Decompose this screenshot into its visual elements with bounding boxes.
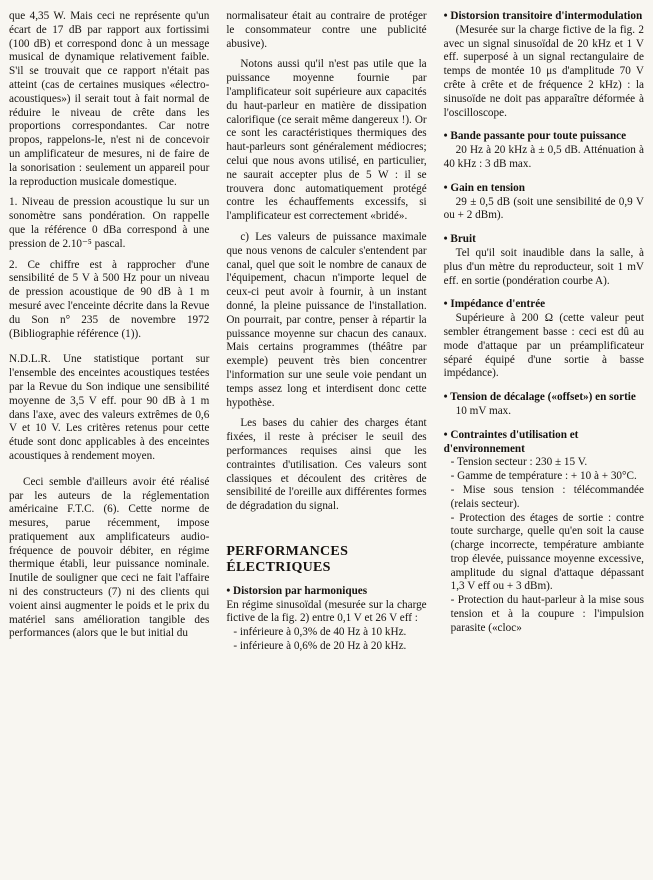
spec-body: (Mesurée sur la charge fictive de la fig. 2 avec un signal sinusoïdal de 20 kHz et 1 V eff. superposé à un signal rectangulaire de temps de montée 10 μs d'amplitude 70 V crête à crête et de fréquence 2 kHz) : la sinusoïde ne doit pas apparaître déformée à l'oscilloscope. <box>443 23 644 119</box>
spec-item: - Tension secteur : 230 ± 15 V. <box>450 456 588 469</box>
spec-bruit <box>444 233 644 288</box>
spec-distorsion-transitoire <box>444 10 644 120</box>
spec-title: • Distorsion par harmoniques <box>226 584 368 597</box>
spec-body: 20 Hz à 20 kHz à ± 0,5 dB. Atténuation à 40 kHz : 3 dB max. <box>443 144 644 170</box>
spec-tension-decalage <box>444 391 644 419</box>
spec-title: • Tension de décalage («offset») en sortie <box>443 391 636 404</box>
spec-body: 10 mV max. <box>455 404 512 417</box>
spec-item: - Protection des étages de sortie : contre toute surcharge, quelle qu'en soit la cause (charge incorrecte, température ambiante trop élevée, puissance moyenne excessive, amplitude du signal d'attaque dépassant 1,3 V eff ou + 3 dBm). <box>450 511 644 593</box>
body-paragraph: Notons aussi qu'il n'est pas utile que la puissance moyenne fournie par l'amplificateur soit supérieure aux capacités du haut-parleur en matière de dissipation calorifique (ce serait même dangereux !). Or ce sont les caractéristiques thermiques des haut-parleurs sont généralement médiocres; celui que nous avons utilisé, en particulier, ne saurait accepter plus de 5 W : il se trouvera donc automatiquement protégé contre les échauffements excessifs, si l'amplificateur est correctement «bridé». <box>226 58 427 223</box>
spec-title: • Impédance d'entrée <box>443 298 546 311</box>
spec-contraintes-utilisation <box>444 429 644 636</box>
spec-impedance-entree <box>444 298 644 381</box>
footnote-2: 2. Ce chiffre est à rapprocher d'une sensibilité de 5 V à 500 Hz pour un niveau de pression acoustique de 90 dB à 1 m mesuré avec l'enceinte décrite dans la Revue du Son n° 235 de novembre 1972 (Bibliographie référence (1)). <box>9 258 210 340</box>
spec-item: - inférieure à 0,6% de 20 Hz à 20 kHz. <box>233 640 407 653</box>
spec-title: • Bruit <box>443 233 476 246</box>
body-paragraph: que 4,35 W. Mais ceci ne représente qu'un écart de 17 dB par rapport aux fortissimi (100 dB) et correspond donc à un message musical de dynamique relativement faible. S'il se trouvait que ce rapport n'était pas atteint (cas de certaines musiques «électro-acoustiques») il serait tout à fait normal de réduire le niveau de crête dans les proportions correspondantes. Car notre propos, rappelons-le, n'est ni de concevoir un amplificateur de mesures, ni de faire de la sonorisation : seulement un appareil pour la reproduction musicale domestique. <box>9 10 210 188</box>
spec-title: • Bande passante pour toute puissance <box>443 130 627 143</box>
spec-title: • Gain en tension <box>443 181 525 194</box>
spec-distorsion-harmoniques <box>226 585 426 654</box>
spec-item: - inférieure à 0,3% de 40 Hz à 10 kHz. <box>233 626 407 639</box>
spec-item: - Gamme de température : + 10 à + 30°C. <box>450 470 637 483</box>
spec-title: • Contraintes d'utilisation et d'environnement <box>443 428 579 455</box>
spec-body: Tel qu'il soit inaudible dans la salle, à plus d'un mètre du reproducteur, soit 1 mV eff. en sortie (pondération courbe A). <box>443 246 644 287</box>
spec-title: • Distorsion transitoire d'intermodulation <box>443 10 643 22</box>
text-column-right <box>444 10 644 874</box>
spec-bande-passante <box>444 130 644 171</box>
body-paragraph: normalisateur était au contraire de protéger le consommateur contre une publicité abusive). <box>226 10 427 50</box>
spec-body: Supérieure à 200 Ω (cette valeur peut sembler étrangement basse : ceci est dû au mode d'attaque par un préamplificateur séparé équipé d'une sortie à basse impédance). <box>443 312 644 380</box>
spec-body: En régime sinusoïdal (mesurée sur la charge fictive de la fig. 2) entre 0,1 V et 26 V eff : <box>226 598 427 625</box>
editors-note: N.D.L.R. Une statistique portant sur l'ensemble des enceintes acoustiques testées par la Revue du Son indique une sensibilité moyenne de 3,5 V eff. pour 90 dB à 1 m dans l'axe, avec des valeurs extrêmes de 0,6 V et 10 V. Les critères retenus pour cette étude sont donc applicables à des enceintes acoustiques à rendement moyen. <box>9 353 210 462</box>
footnote-1: 1. Niveau de pression acoustique lu sur un sonomètre sans pondération. On rappelle que la référence 0 dBa correspond à une pression de 2.10⁻⁵ pascal. <box>9 196 210 250</box>
spec-gain-tension <box>444 182 644 223</box>
text-column-left <box>9 10 209 874</box>
text-column-middle <box>226 10 426 874</box>
body-paragraph: Les bases du cahier des charges étant fixées, il reste à préciser le seuil des performances requises ainsi que les contraintes d'utilisation. Ces valeurs sont classiques et découlent des critères de sensibilité de l'oreille aux différentes formes de dégradation du signal. <box>226 417 427 513</box>
body-paragraph: c) Les valeurs de puissance maximale que nous venons de calculer s'entendent par canal, quel que soit le nombre de canaux de l'équipement, chacun n'importe lequel de ceux-ci peut avoir à fournir, à un instant donné, la pleine puissance de l'installation. On pourrait, par contre, penser à répartir la puissance moyenne sur chacun des canaux. Mais certains programmes (théâtre par exemple) peuvent très bien concentrer l'information sur une seule voie pendant un temps assez long et interdisent donc cette hypothèse. <box>226 230 427 409</box>
spec-item: - Protection du haut-parleur à la mise sous tension et à la coupure : l'impulsion parasite («cloc» <box>450 594 644 634</box>
section-heading-performances-electriques: PERFORMANCES ÉLECTRIQUES <box>226 543 349 576</box>
spec-body: 29 ± 0,5 dB (soit une sensibilité de 0,9 V ou + 2 dBm). <box>443 195 644 222</box>
spec-item: - Mise sous tension : télécommandée (relais secteur). <box>450 483 644 510</box>
body-paragraph: Ceci semble d'ailleurs avoir été réalisé par les auteurs de la réglementation américaine F.T.C. (6). Cette norme de mesures, parue récemment, impose pratiquement aux amplificateurs audio-fréquence de pouvoir débiter, en régime thermique établi, leur puissance nominale. Inutile de souligner que ceci ne fait l'affaire ni des constructeurs (7) ni des clients qui voient ainsi augmenter le poids et le prix du matériel sans amélioration tangible des performances (alors que le but initial du <box>9 475 210 640</box>
